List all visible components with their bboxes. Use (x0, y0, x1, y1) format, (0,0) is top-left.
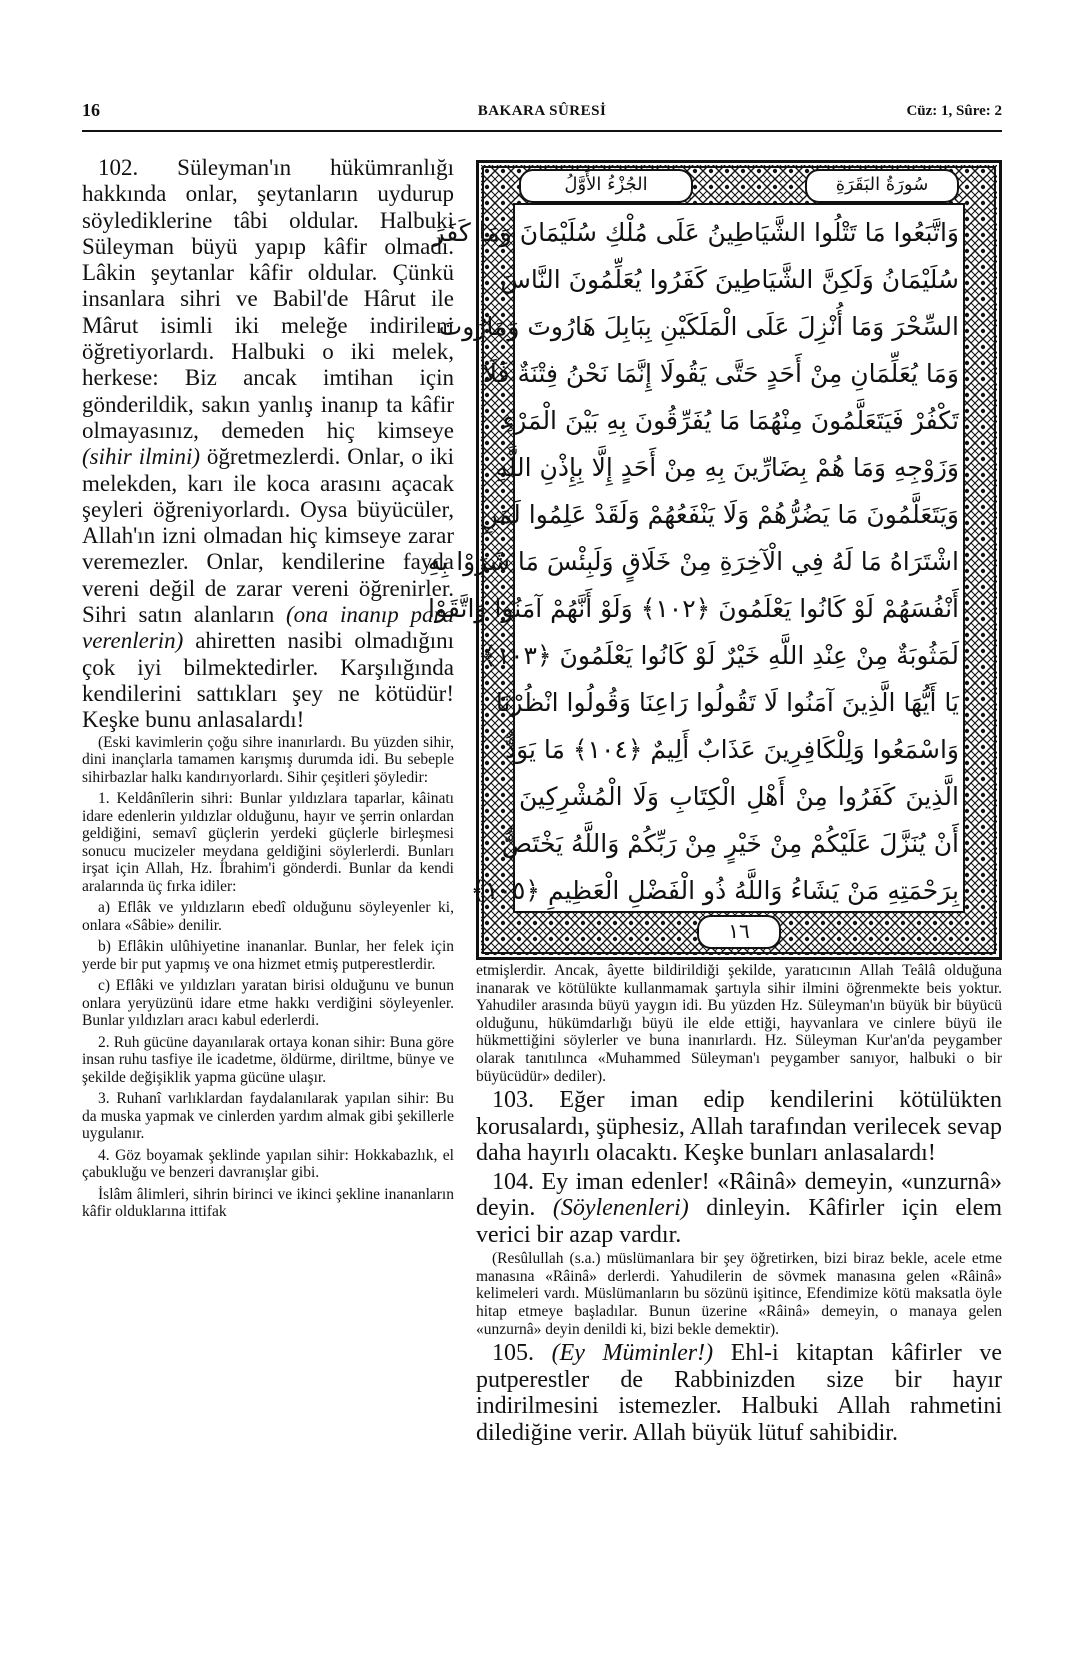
arabic-line: وَزَوْجِهِ وَمَا هُمْ بِضَارِّينَ بِهِ مِنْ أَحَدٍ إِلَّا بِإِذْنِ اللَّهِ (495, 453, 959, 482)
arabic-line: اشْتَرَاهُ مَا لَهُ فِي الْآخِرَةِ مِنْ خَلَاقٍ وَلَبِئْسَ مَا شَرَوْا بِهِ (427, 547, 959, 576)
verse-105-number: 105. (492, 1340, 552, 1367)
mushaf-page-number: ١٦ (697, 915, 781, 949)
verse-104-translation (476, 1169, 1002, 1249)
verse-104-italic: (Söylenenleri) (552, 1195, 689, 1222)
mushaf-text-frame (427, 203, 965, 913)
commentary-item-a: a) Eflâk ve yıldızların ebedî olduğunu söyleyenler ki, onlara «Sâbie» denilir. (82, 899, 454, 934)
arabic-line: الَّذِينَ كَفَرُوا مِنْ أَهْلِ الْكِتَابِ وَلَا الْمُشْرِكِينَ (519, 782, 959, 811)
commentary-item-1: 1. Keldânîlerin sihri: Bunlar yıldızlara taparlar, kâinatı idare edenlerin yıldızlar olduğunu, hayır ve şerrin onlardan geldiğini, semavî güçlerin yerdeki güçlerle birleşmesi sonucu mucizeler meydana geldiğini söylerlerdi. Bunları irşat için Allah, Hz. İbrahim'i gönderdi. Bunlar da kendi aralarında üç fırka idiler: (82, 790, 454, 895)
juz-cartouche: الجُزْءُ الأَوَّلُ (519, 169, 693, 203)
verse-105-italic: (Ey Müminler!) (551, 1340, 714, 1367)
mushaf-panel (427, 160, 1002, 960)
verse-102-italic-2: (ona inanıp para verenlerin) (82, 602, 454, 654)
arabic-line: أَنْ يُنَزَّلَ عَلَيْكُمْ مِنْ خَيْرٍ مِنْ رَبِّكُمْ وَاللَّهُ يَخْتَصُّ (501, 829, 959, 858)
arabic-line: يَا أَيُّهَا الَّذِينَ آمَنُوا لَا تَقُولُوا رَاعِنَا وَقُولُوا انْظُرْنَا (495, 688, 959, 717)
verse-103-translation: 103. Eğer iman edip kendilerini kötülükten korusalardı, şüphesiz, Allah tarafından verilecek sevap daha hayırlı olacaktı. Keşke bunları anlasalardı! (476, 1087, 1002, 1167)
arabic-line: السِّحْرَ وَمَا أُنْزِلَ عَلَى الْمَلَكَيْنِ بِبَابِلَ هَارُوتَ وَمَارُوتَ (438, 312, 959, 341)
commentary-item-3: 3. Ruhanî varlıklardan faydalanılarak yapılan sihir: Bu da muska yapmak ve cinlerden yardım almak gibi şekillerle uygulanır. (82, 1090, 454, 1143)
arabic-line: تَكْفُرْ فَيَتَعَلَّمُونَ مِنْهُمَا مَا يُفَرِّقُونَ بِهِ بَيْنَ الْمَرْءِ (502, 406, 959, 435)
arabic-line: سُلَيْمَانُ وَلَكِنَّ الشَّيَاطِينَ كَفَرُوا يُعَلِّمُونَ النَّاسَ (500, 265, 959, 294)
verse-102-text-a: 102. Süleyman'ın hükümranlığı hakkında onlar, şeytanların uydurup söylediklerine tâbi oldular. Halbuki Süleyman büyü yapıp kâfir olmadı. Lâkin şeytanlar kâfir oldular. Çünkü insanlara sihri ve Babil'de Hârut ile Mârut isimli iki meleğe indirileni öğretiyorlardı. Halbuki o iki melek, herkese: Biz ancak imtihan için gönderildik, sakın yanlış inanıp ta kâfir olmayasınız, demeden hiç kimseye (82, 155, 454, 443)
commentary-item-b: b) Eflâkin ulûhiyetine inananlar. Bunlar, her felek için yerde bir put yapmış ve ona hizmet etmiş putperestlerdir. (82, 938, 454, 973)
juz-sura-label: Cüz: 1, Sûre: 2 (906, 103, 1002, 119)
verse-102-italic-1: (sihir ilmini) (82, 444, 201, 470)
commentary-islam: İslâm âlimleri, sihrin birinci ve ikinci şekline inananların kâfir olduklarına ittifak (82, 1185, 454, 1221)
arabic-line: وَمَا يُعَلِّمَانِ مِنْ أَحَدٍ حَتَّى يَقُولَا إِنَّمَا نَحْنُ فِتْنَةٌ فَلَا (482, 359, 959, 388)
verse-105-text: Ehl-i kitaptan kâfirler ve putperestler de Rabbinizden size bir hayır indirilmesini istemezler. Halbuki Allah rahmetini dilediğine verir. Allah büyük lütuf sahibidir. (476, 1340, 1002, 1446)
running-title: BAKARA SÛRESİ (477, 103, 607, 119)
sura-cartouche: سُورَةُ البَقَرَةِ (805, 169, 959, 203)
arabic-line: بِرَحْمَتِهِ مَنْ يَشَاءُ وَاللَّهُ ذُو الْفَضْلِ الْعَظِيمِ ﴿١٠٥﴾ (470, 876, 959, 905)
commentary-item-c: c) Eflâki ve yıldızları yaratan birisi olduğunu ve bunun onlara yeryüzünü idare etme hakkı verdiğini söyleyenler. Bunlar yıldızları aracı kabul ederlerdi. (82, 977, 454, 1030)
verse-104-text-a: 104. Ey iman edenler! «Râinâ» demeyin, «unzurnâ» deyin. (476, 1168, 1002, 1222)
commentary-item-4: 4. Göz boyamak şeklinde yapılan sihir: Hokkabazlık, el çabukluğu ve benzeri davranışlar gibi. (82, 1146, 454, 1182)
arabic-line: أَنْفُسَهُمْ لَوْ كَانُوا يَعْلَمُونَ ﴿١٠٢﴾ وَلَوْ أَنَّهُمْ آمَنُوا وَاتَّقَوْا (428, 594, 959, 623)
arabic-line: وَاسْمَعُوا وَلِلْكَافِرِينَ عَذَابٌ أَلِيمٌ ﴿١٠٤﴾ مَا يَوَدُّ (504, 735, 959, 764)
verse-105-translation (476, 1340, 1002, 1446)
arabic-text (427, 209, 959, 907)
verse-102-text-c: ahiretten nasibi olmadığını çok iyi bilmektedirler. Karşılığında kendilerini sattıkları şey ne kötüdür! Keşke bunu anlasalardı! (82, 628, 454, 733)
verse-102-text-b: öğretmezlerdi. Onlar, o iki melekden, karı ile koca arasını açacak şeyleri öğreniyorlardı. Oysa büyücüler, Allah'ın izni olmadan hiç kimseye zarar veremezler. Onlar, kendilerine fayda vereni değil de zarar vereni öğrenirler. Sihri satın alanların (82, 444, 454, 628)
verse-104-text-b: dinleyin. Kâfirler için elem verici bir azap vardır. (476, 1195, 1002, 1248)
page-header (82, 100, 1002, 132)
commentary-104: (Resûlullah (s.a.) müslümanlara bir şey öğretirken, bizi biraz bekle, acele etme manasına «Râinâ» derlerdi. Yahudilerin de sövmek manasına gelen «Râinâ» kelimeleri vardı. Müslümanların bu sözünü işitince, Efendimize kötü maksatla öyle hitap etmeye başladılar. Bunun üzerine «Râinâ» demeyin, o manaya gelen «unzurnâ» deyin denildi ki, bizi bekle demektir). (476, 1250, 1002, 1338)
page-number: 16 (82, 100, 100, 120)
commentary-continuation: etmişlerdir. Ancak, âyette bildirildiği şekilde, yaratıcının Allah Teâlâ olduğuna inanarak ve kötülükte kullanmamak şartıyla sihir ilmini öğrenmekte beis yoktur. Yahudiler arasında büyü yaygın idi. Bu yüzden Hz. Süleyman'ın büyük bir büyücü olduğunu, hükümdarlığı büyü ile elde ettiği, hayvanlara ve cinlere büyü ile hükmettiğini söylerler ve buna inanırlardı. Hz. Süleyman Kur'an'da peygamber olarak tanıtılınca «Muhammed Süleyman'ı peygamber sanıyor, halbuki o bir büyücüdür» dediler). (476, 962, 1002, 1085)
arabic-line: وَاتَّبَعُوا مَا تَتْلُوا الشَّيَاطِينُ عَلَى مُلْكِ سُلَيْمَانَ وَمَا كَفَرَ (432, 218, 959, 247)
arabic-line: وَيَتَعَلَّمُونَ مَا يَضُرُّهُمْ وَلَا يَنْفَعُهُمْ وَلَقَدْ عَلِمُوا لَمَنِ (479, 500, 959, 529)
left-column (82, 155, 454, 1225)
commentary-item-2: 2. Ruh gücüne dayanılarak ortaya konan sihir: Buna göre insan ruhu tasfiye ile icadetme, öldürme, diriltme, bünye ve şekilde değişiklik yapma gücüne ulaşır. (82, 1033, 454, 1086)
commentary-intro: (Eski kavimlerin çoğu sihre inanırlardı. Bu yüzden sihir, dini inançlarla tamamen karışmış durumda idi. Bu sebeple sihirbazlar halkı kandırıyorlardı. Sihir çeşitleri şöyledir: (82, 733, 454, 786)
verse-102-translation (82, 155, 454, 734)
arabic-line: لَمَثُوبَةٌ مِنْ عِنْدِ اللَّهِ خَيْرٌ لَوْ كَانُوا يَعْلَمُونَ ﴿١٠٣﴾ (482, 641, 959, 670)
right-column (476, 962, 1002, 1448)
